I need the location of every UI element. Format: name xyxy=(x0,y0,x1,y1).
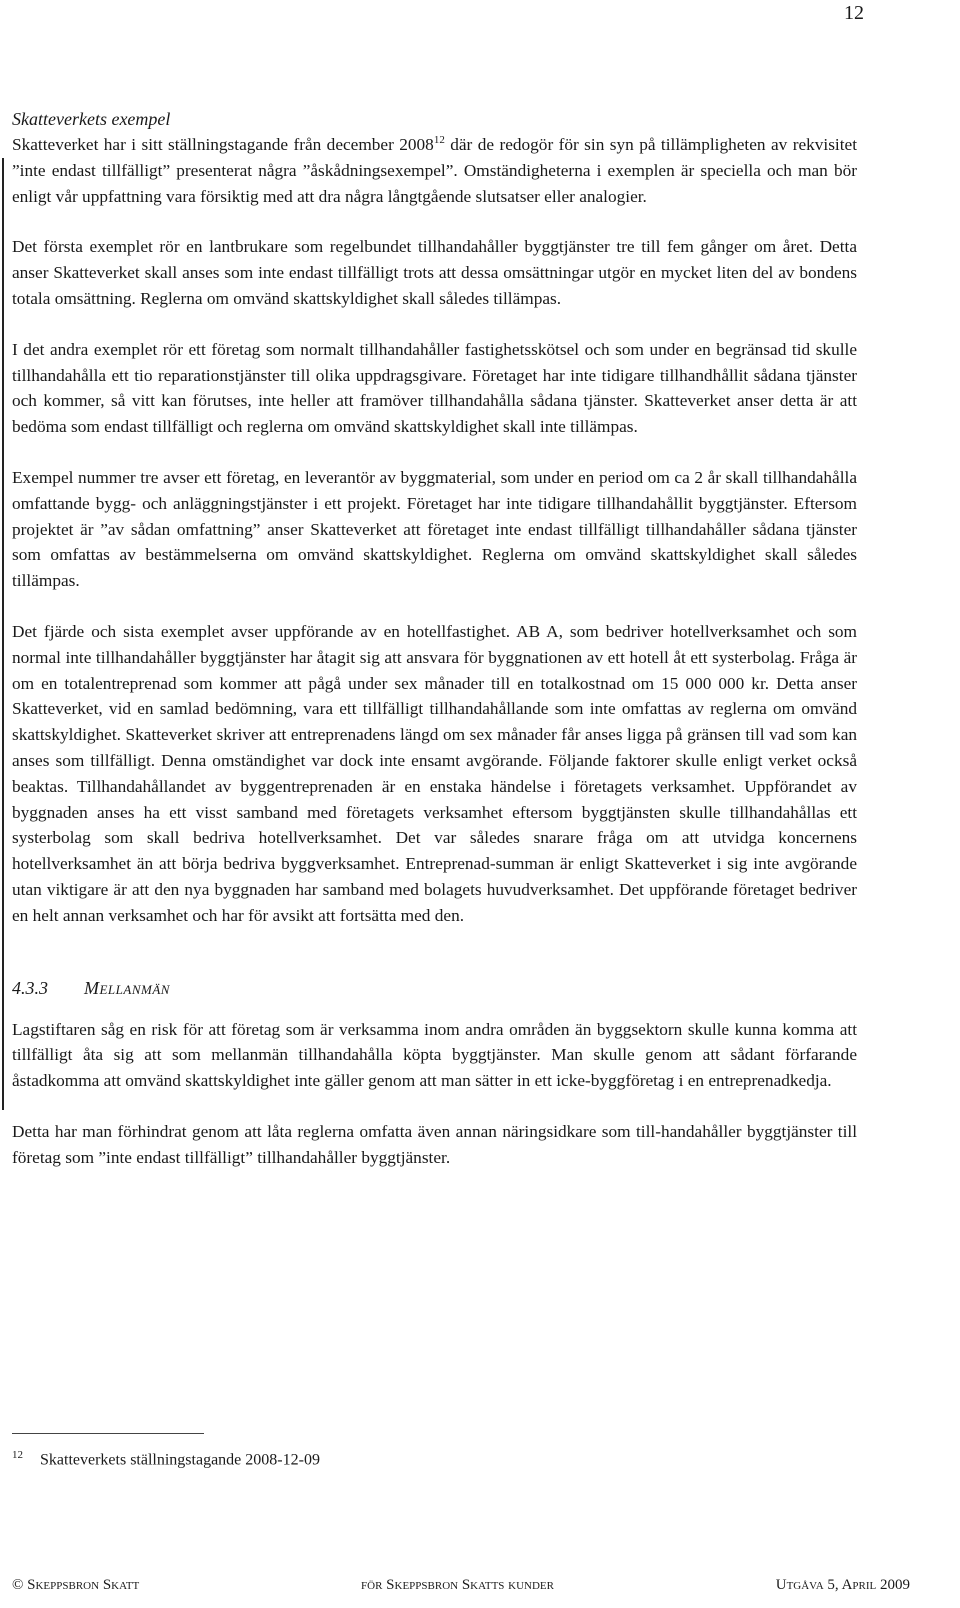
paragraph-example-3: Exempel nummer tre avser ett företag, en leverantör av byggmaterial, som under en period om ca 2 år skall tillhandahålla omfattande bygg- och anläggningstjänster i ett projekt. Företaget har inte tidigare tillhandahållit byggtjänster. Eftersom projektet är ”av sådan omfattning” anser Skatteverket att företaget inte endast tillfälligt tillhandahåller sådana tjänster som omfattas av bestämmelserna om omvänd skattskyldighet. Reglerna om omvänd skattskyldighet skall således tillämpas. xyxy=(12,467,857,591)
footnote-text: Skatteverkets ställningstagande 2008-12-09 xyxy=(40,1451,320,1469)
section-heading xyxy=(12,975,857,1001)
footer-right: Utgåva 5, April 2009 xyxy=(775,1577,910,1593)
footnote xyxy=(12,1444,320,1471)
paragraph-example-4: Det fjärde och sista exemplet avser uppförande av en hotellfastighet. AB A, som bedriver hotellverksamhet och som normal inte tillhandahåller byggtjänster har åtagit sig att ansvara för byggnationen av ett hotell åt ett systerbolag. Fråga är om en totalentreprenad som kommer att pågå under sex månader till en totalkostnad om 15 000 000 kr. Detta anser Skatteverket, vid en samlad bedömning, vara ett tillfälligt tillhandahållande som inte omfattas av reglerna om omvänd skattskyldighet. Skatteverket skriver att entreprenadens längd om sex månader får anses ligga på gränsen till vad som kan anses som tillfälligt. Denna omständighet var dock inte ensamt avgörande. Följande faktorer skulle enligt verket också beaktas. Tillhandahållandet av byggentreprenaden är en enstaka händelse i företagets verksamhet. Uppförandet av byggnaden anses ha ett visst samband med företagets verksamhet eftersom byggtjänsten skulle tillhandahållas ett systerbolag som skall bedriva hotellverksamhet. Det var således snarare fråga om att utvidga koncernens hotellverksamhet än att börja bedriva byggverksamhet. Entreprenad-summan är enligt Skatteverket i sig inte avgörande utan viktigare är att den nya byggnaden har samband med bolagets huvudverksamhet. Det uppförande företaget bedriver en helt annan verksamhet och har för avsikt att fortsätta med den. xyxy=(12,621,857,925)
examples-subtitle: Skatteverkets exempel xyxy=(12,109,171,129)
footnote-reference[interactable]: 12 xyxy=(433,134,445,147)
section-title: Mellanmän xyxy=(84,977,170,998)
paragraph-example-1: Det första exemplet rör en lantbrukare som regelbundet tillhandahåller byggtjänster tre till fem gånger om året. Detta anser Skatteverket skall anses som inte endast tillfälligt trots att dessa omsättningar utgör en mycket liten del av bondens totala omsättning. Reglerna om omvänd skattskyldighet skall således tillämpas. xyxy=(12,237,857,308)
paragraph-intro-start: Skatteverket har i sitt ställningstagande från december 2008 xyxy=(12,135,434,154)
paragraph-mellanman-1: Lagstiftaren såg en risk för att företag som är verksamma inom andra områden än byggsektorn skulle kunna komma att tillfälligt åta sig att som mellanmän tillhandahålla köpta byggtjänster. Man skulle genom att sådant förfarande åstadkomma att omvänd skattskyldighet inte gäller genom att man sätter in ett icke-byggföretag i en entreprenadkedja. xyxy=(12,1019,857,1091)
footnote-divider xyxy=(12,1433,204,1434)
footer-left: © Skeppsbron Skatt xyxy=(12,1577,140,1593)
footnote-number: 12 xyxy=(12,1449,23,1461)
paragraph-example-2: I det andra exemplet rör ett företag som normalt tillhandahåller fastighetsskötsel och som under en begränsad tid skulle tillhandahålla ett tio reparationstjänster till olika uppdragsgivare. Företaget har inte tidigare tillhandhållit sådana tjänster och kommer, så vitt kan förutses, inte heller att framöver tillhandahålla sådana tjänster. Skatteverket anser detta är att bedöma som endast tillfälligt och reglerna om omvänd skattskyldighet skall inte tillämpas. xyxy=(12,339,857,437)
paragraph-intro-rest: där de redogör för sin syn på tillämpligheten av rekvisitet ”inte endast tillfälligt” presenterat några ”åskådningsexempel”. Omständigheterna i exemplen är speciella och man bör enligt vår uppfattning vara försiktig med att dra några långtgående slutsatser eller analogier. xyxy=(12,135,858,206)
page-footer xyxy=(12,1577,910,1594)
main-content xyxy=(12,96,857,1196)
paragraph-intro xyxy=(12,132,857,209)
change-bar xyxy=(2,158,4,1110)
paragraph-mellanman-2: Detta har man förhindrat genom att låta reglerna omfatta även annan näringsidkare som till-handahåller byggtjänster till företag som ”inte endast tillfälligt” tillhandahåller byggtjänster. xyxy=(12,1121,857,1167)
page-number: 12 xyxy=(844,2,864,24)
footer-center: för Skeppsbron Skatts kunder xyxy=(361,1577,554,1593)
section-number: 4.3.3 xyxy=(12,977,48,998)
